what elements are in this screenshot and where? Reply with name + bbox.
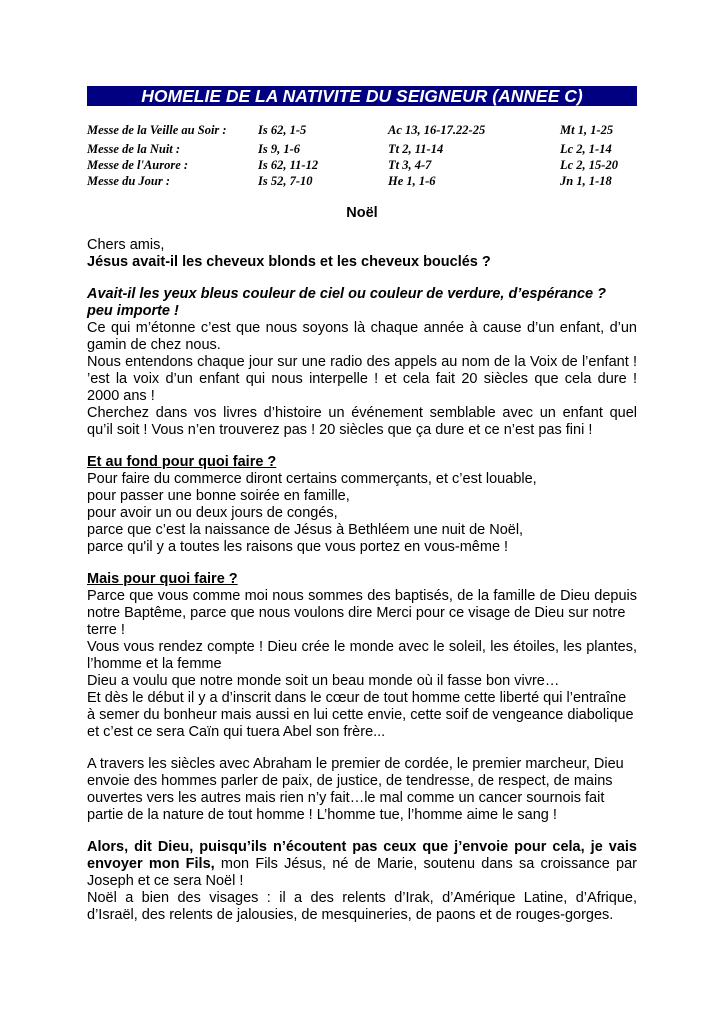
- gospel-reading: Lc 2, 15-20: [560, 158, 618, 172]
- mass-name: Messe de la Veille au Soir :: [87, 123, 227, 137]
- readings-row: [87, 173, 647, 189]
- homily-body: [87, 237, 637, 924]
- text-segment: ’est la voix d’un enfant qui nous interpelle ! et cela fait 20 siècles que cela dure !: [87, 371, 637, 387]
- gospel-reading: Mt 1, 1-25: [560, 123, 614, 137]
- text-segment: Mais pour quoi faire ?: [87, 571, 238, 587]
- text-segment: Et dès le début il y a d’inscrit dans le cœur de tout homme cette liberté qui l’entraîne: [87, 690, 627, 706]
- text-line: [87, 639, 637, 656]
- text-segment: 2000 ans !: [87, 388, 155, 404]
- text-segment: pour passer une bonne soirée en famille,: [87, 488, 350, 504]
- text-line: [87, 807, 637, 824]
- text-line: [87, 724, 637, 741]
- text-line: [87, 656, 637, 673]
- text-segment: Alors, dit Dieu, puisqu’ils n’écoutent pas ceux que j’envoie pour cela, je vais: [87, 839, 637, 855]
- text-line: [87, 673, 637, 690]
- text-segment: Nous entendons chaque jour sur une radio des appels au nom de la Voix de l’enfant !: [87, 354, 637, 370]
- text-line: [87, 873, 637, 890]
- text-line: [87, 454, 637, 471]
- gospel-reading: Jn 1, 1-18: [560, 174, 612, 188]
- document-title: HOMELIE DE LA NATIVITE DU SEIGNEUR (ANNEE C): [87, 86, 637, 106]
- text-segment: Jésus avait-il les cheveux blonds et les cheveux bouclés ?: [87, 254, 491, 270]
- text-line: [87, 371, 637, 388]
- text-segment: Pour faire du commerce diront certains commerçants, et c’est louable,: [87, 471, 537, 487]
- text-segment: notre Baptême, parce que nous voulons dire Merci pour ce visage de Dieu sur notre: [87, 605, 626, 621]
- text-line: [87, 539, 637, 556]
- text-segment: peu importe !: [87, 303, 179, 319]
- text-line: [87, 839, 637, 856]
- text-segment: à semer du bonheur mais aussi en lui cette envie, cette soif de vengeance diabolique: [87, 707, 634, 723]
- text-line: [87, 388, 637, 405]
- text-segment: l’homme et la femme: [87, 656, 222, 672]
- text-line: [87, 320, 637, 337]
- mass-name: Messe du Jour :: [87, 174, 170, 188]
- gospel-reading: Lc 2, 1-14: [560, 142, 612, 156]
- text-line: [87, 505, 637, 522]
- paragraph-gap: [87, 271, 637, 286]
- second-reading: Tt 3, 4-7: [388, 158, 432, 172]
- text-line: [87, 405, 637, 422]
- text-segment: Parce que vous comme moi nous sommes des baptisés, de la famille de Dieu depuis: [87, 588, 637, 604]
- text-line: [87, 890, 637, 907]
- readings-table: [87, 122, 647, 189]
- text-line: [87, 286, 637, 303]
- text-line: [87, 488, 637, 505]
- text-line: [87, 622, 637, 639]
- text-line: [87, 605, 637, 622]
- text-segment: envoyer mon Fils,: [87, 856, 215, 872]
- text-line: [87, 690, 637, 707]
- readings-row: [87, 141, 647, 157]
- text-segment: Chers amis,: [87, 237, 165, 253]
- text-segment: partie de la nature de tout homme ! L’homme tue, l’homme aime le sang !: [87, 807, 557, 823]
- text-line: [87, 588, 637, 605]
- text-line: [87, 907, 637, 924]
- text-segment: envoie des hommes parler de paix, de justice, de tendresse, de respect, de mains: [87, 773, 613, 789]
- first-reading: Is 62, 1-5: [258, 123, 307, 137]
- first-reading: Is 9, 1-6: [258, 142, 301, 156]
- paragraph-gap: [87, 439, 637, 454]
- text-segment: Cherchez dans vos livres d’histoire un événement semblable avec un enfant quel: [87, 405, 637, 421]
- text-segment: Ce qui m’étonne c’est que nous soyons là chaque année à cause d’un enfant, d’un: [87, 320, 637, 336]
- paragraph-gap: [87, 741, 637, 756]
- text-segment: parce que c’est la naissance de Jésus à Bethléem une nuit de Noël,: [87, 522, 524, 538]
- text-line: [87, 571, 637, 588]
- text-line: [87, 707, 637, 724]
- paragraph-gap: [87, 556, 637, 571]
- text-segment: Vous vous rendez compte ! Dieu crée le monde avec le soleil, les étoiles, les plantes,: [87, 639, 637, 655]
- section-heading: Noël: [346, 205, 378, 221]
- text-segment: ouvertes vers les autres mais rien n’y fait…le mal comme un cancer sournois fait: [87, 790, 605, 806]
- text-segment: Joseph et ce sera Noël !: [87, 873, 244, 889]
- text-line: [87, 337, 637, 354]
- text-segment: mon Fils Jésus, né de Marie, soutenu dans sa croissance par: [214, 856, 637, 872]
- text-segment: Noël a bien des visages : il a des relents d’Irak, d’Amérique Latine, d’Afrique,: [87, 890, 637, 906]
- text-line: [87, 254, 637, 271]
- second-reading: He 1, 1-6: [388, 174, 436, 188]
- readings-row: [87, 122, 647, 141]
- text-line: [87, 471, 637, 488]
- text-segment: parce qu'il y a toutes les raisons que vous portez en vous-même !: [87, 539, 509, 555]
- text-line: [87, 354, 637, 371]
- text-line: [87, 522, 637, 539]
- text-line: [87, 422, 637, 439]
- text-segment: Dieu a voulu que notre monde soit un beau monde où il fasse bon vivre…: [87, 673, 560, 689]
- text-segment: pour avoir un ou deux jours de congés,: [87, 505, 338, 521]
- text-segment: gamin de chez nous.: [87, 337, 221, 353]
- text-line: [87, 756, 637, 773]
- readings-row: [87, 157, 647, 173]
- text-segment: et c’est ce sera Caïn qui tuera Abel son frère...: [87, 724, 386, 740]
- paragraph-gap: [87, 824, 637, 839]
- first-reading: Is 52, 7-10: [258, 174, 313, 188]
- text-line: [87, 237, 637, 254]
- text-segment: Avait-il les yeux bleus couleur de ciel ou couleur de verdure, d’espérance ?: [87, 286, 606, 302]
- second-reading: Tt 2, 11-14: [388, 142, 444, 156]
- first-reading: Is 62, 11-12: [258, 158, 319, 172]
- text-segment: terre !: [87, 622, 125, 638]
- text-line: [87, 790, 637, 807]
- text-segment: d’Israël, des relents de jalousies, de mesquineries, de paons et de rouges-gorges.: [87, 907, 614, 923]
- second-reading: Ac 13, 16-17.22-25: [388, 123, 486, 137]
- mass-name: Messe de la Nuit :: [87, 142, 181, 156]
- text-line: [87, 773, 637, 790]
- text-line: [87, 856, 637, 873]
- text-segment: Et au fond pour quoi faire ?: [87, 454, 277, 470]
- text-segment: A travers les siècles avec Abraham le premier de cordée, le premier marcheur, Dieu: [87, 756, 624, 772]
- text-line: [87, 303, 637, 320]
- mass-name: Messe de l'Aurore :: [87, 158, 189, 172]
- text-segment: qu’il soit ! Vous n’en trouverez pas ! 20 siècles que ça dure et ce n’est pas fini !: [87, 422, 593, 438]
